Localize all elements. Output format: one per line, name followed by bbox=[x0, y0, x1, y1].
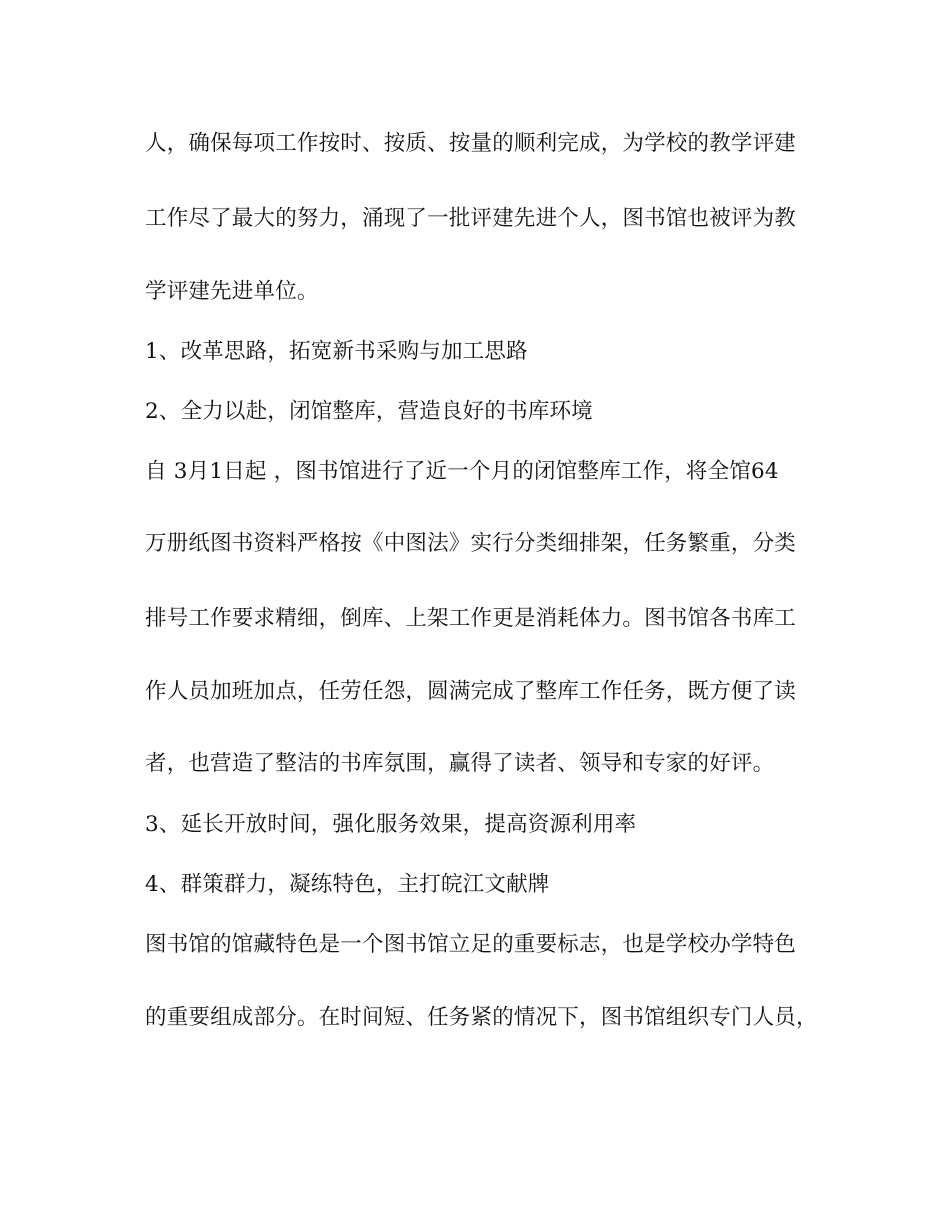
paragraph-line: 万册纸图书资料严格按《中图法》实行分类细排架，任务繁重，分类 bbox=[145, 531, 797, 556]
paragraph-line: 者，也营造了整洁的书库氛围，赢得了读者、领导和专家的好评。 bbox=[145, 751, 775, 776]
paragraph-line: 排号工作要求精细，倒库、上架工作更是消耗体力。图书馆各书库工 bbox=[145, 606, 797, 631]
paragraph-line: 自 3月1日起 ，图书馆进行了近一个月的闭馆整库工作，将全馆64 bbox=[145, 459, 779, 484]
paragraph-line: 作人员加班加点，任劳任怨，圆满完成了整库工作任务，既方便了读 bbox=[145, 679, 797, 704]
section-heading: 2、全力以赴，闭馆整库，营造良好的书库环境 bbox=[145, 399, 593, 424]
paragraph-line: 学评建先进单位。 bbox=[145, 279, 319, 304]
paragraph-line: 的重要组成部分。在时间短、任务紧的情况下，图书馆组织专门人员， bbox=[145, 1005, 818, 1030]
section-heading: 3、延长开放时间，强化服务效果，提高资源利用率 bbox=[145, 812, 637, 837]
paragraph-line: 人，确保每项工作按时、按质、按量的顺利完成，为学校的教学评建 bbox=[145, 131, 797, 156]
section-heading: 1、改革思路，拓宽新书采购与加工思路 bbox=[145, 339, 528, 364]
section-heading: 4、群策群力，凝练特色，主打皖江文献牌 bbox=[145, 872, 550, 897]
paragraph-line: 工作尽了最大的努力，涌现了一批评建先进个人，图书馆也被评为教 bbox=[145, 206, 797, 231]
paragraph-line: 图书馆的馆藏特色是一个图书馆立足的重要标志，也是学校办学特色 bbox=[145, 932, 797, 957]
